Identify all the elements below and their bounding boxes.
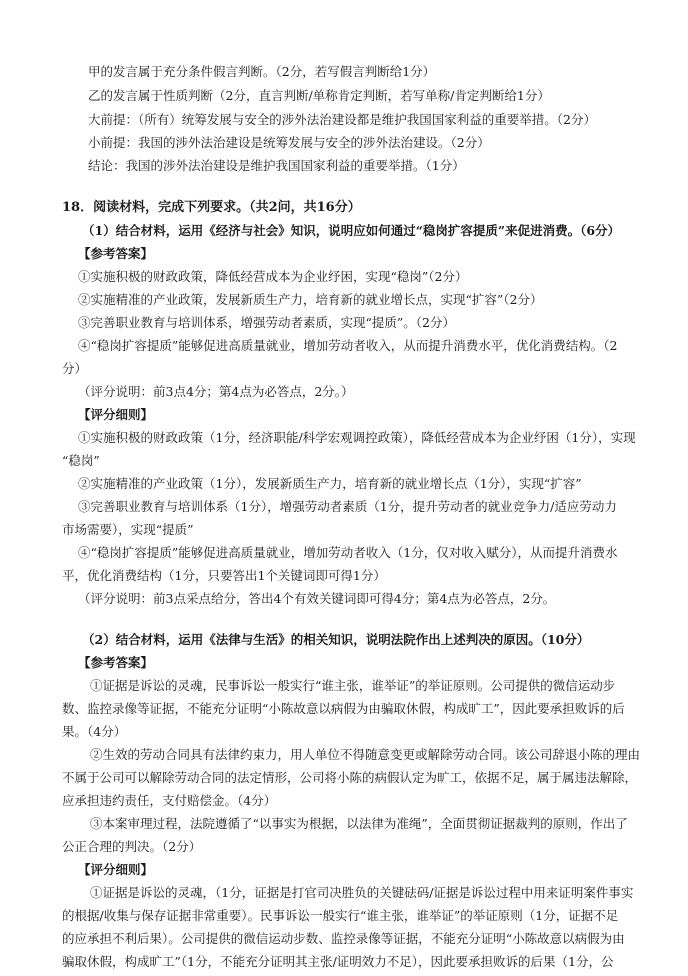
answer-line: 数、监控录像等证据，不能充分证明“小陈故意以病假为由骗取休假，构成旷工”，因此要承担败诉的后 [62, 701, 625, 716]
rubric-line: 的应承担不利后果）。公司提供的微信运动步数、监控录像等证据，不能充分证明“小陈故意以病假为由 [62, 931, 625, 946]
part-1-question: （1）结合材料，运用《经济与社会》知识，说明应如何通过“稳岗扩容提质”来促进消费。（6分） [82, 223, 621, 238]
rubric-line: ④“稳岗扩容提质”能够促进高质量就业，增加劳动者收入（1分，仅对收入赋分），从而提升消费水 [78, 545, 618, 560]
part-2-answer-heading: 【参考答案】 [78, 655, 154, 670]
prev-line: 小前提：我国的涉外法治建设是统筹发展与安全的涉外法治建设。（2分） [88, 135, 490, 150]
answer-line: 应承担违约责任，支付赔偿金。（4分） [62, 793, 277, 808]
part-2-question: （2）结合材料，运用《法律与生活》的相关知识，说明法院作出上述判决的原因。（10分） [82, 632, 590, 647]
part-1-rubric-heading: 【评分细则】 [78, 407, 154, 422]
question-18-title: 18．阅读材料，完成下列要求。（共2问，共16分） [62, 200, 361, 215]
answer-line: 公正合理的判决。（2分） [62, 839, 202, 854]
rubric-line: 市场需要），实现“提质” [62, 522, 194, 537]
rubric-line: 的根据/收集与保存证据非常重要）。民事诉讼一般实行“谁主张，谁举证”的举证原则（1分，证据不足 [62, 908, 619, 923]
rubric-line: ③完善职业教育与培训体系（1分），增强劳动者素质（1分，提升劳动者的就业竞争力/适应劳动力 [78, 499, 617, 514]
prev-line: 甲的发言属于充分条件假言判断。（2分，若写假言判断给1分） [88, 64, 436, 79]
prev-line: 大前提：（所有）统筹发展与安全的涉外法治建设都是维护我国国家利益的重要举措。（2分） [88, 112, 596, 127]
answer-line: 果。（4分） [62, 724, 127, 739]
scoring-note: （评分说明：前3点4分；第4点为必答点，2分。） [78, 384, 354, 399]
part-1-answer-heading: 【参考答案】 [78, 246, 154, 261]
rubric-line: 平，优化消费结构（1分，只要答出1个关键词即可得1分） [62, 568, 386, 583]
prev-line: 结论：我国的涉外法治建设是维护我国国家利益的重要举措。（1分） [88, 158, 465, 173]
answer-line: ④“稳岗扩容提质”能够促进高质量就业，增加劳动者收入，从而提升消费水平，优化消费结构。（2 [78, 338, 618, 353]
part-2-rubric-heading: 【评分细则】 [78, 862, 154, 877]
rubric-line: ①证据是诉讼的灵魂，（1分，证据是打官司决胜负的关键砝码/证据是诉讼过程中用来证明案件事实 [90, 885, 634, 900]
rubric-line: “稳岗” [62, 453, 100, 468]
answer-line: ①实施积极的财政政策，降低经营成本为企业纾困，实现“稳岗”（2分） [78, 269, 468, 284]
answer-line: 分） [62, 361, 88, 376]
answer-line: 不属于公司可以解除劳动合同的法定情形，公司将小陈的病假认定为旷工，依据不足，属于属违法解除， [62, 770, 638, 785]
rubric-line: ①实施积极的财政政策（1分，经济职能/科学宏观调控政策），降低经营成本为企业纾困（1分），实现 [78, 430, 636, 445]
scoring-note: （评分说明：前3点采点给分，答出4个有效关键词即可得4分；第4点为必答点，2分。 [78, 591, 556, 606]
rubric-line: ②实施精准的产业政策（1分），发展新质生产力，培育新的就业增长点（1分），实现“扩容” [78, 476, 582, 491]
answer-line: ①证据是诉讼的灵魂，民事诉讼一般实行“谁主张，谁举证”的举证原则。公司提供的微信运动步 [90, 678, 616, 693]
answer-line: ③本案审理过程，法院遵循了“以事实为根据，以法律为准绳”，全面贯彻证据裁判的原则，作出了 [90, 816, 628, 831]
answer-line: ②生效的劳动合同具有法律约束力，用人单位不得随意变更或解除劳动合同。该公司辞退小陈的理由 [90, 747, 641, 762]
answer-line: ③完善职业教育与培训体系，增强劳动者素质，实现“提质”。（2分） [78, 315, 455, 330]
rubric-line: 骗取休假，构成旷工”（1分，不能充分证明其主张/证明效力不足），因此要承担败诉的后果（1分，公 [62, 954, 614, 969]
answer-line: ②实施精准的产业政策，发展新质生产力，培育新的就业增长点，实现“扩容”（2分） [78, 292, 543, 307]
prev-line: 乙的发言属于性质判断（2分，直言判断/单称肯定判断，若写单称/肯定判断给1分） [88, 88, 550, 103]
